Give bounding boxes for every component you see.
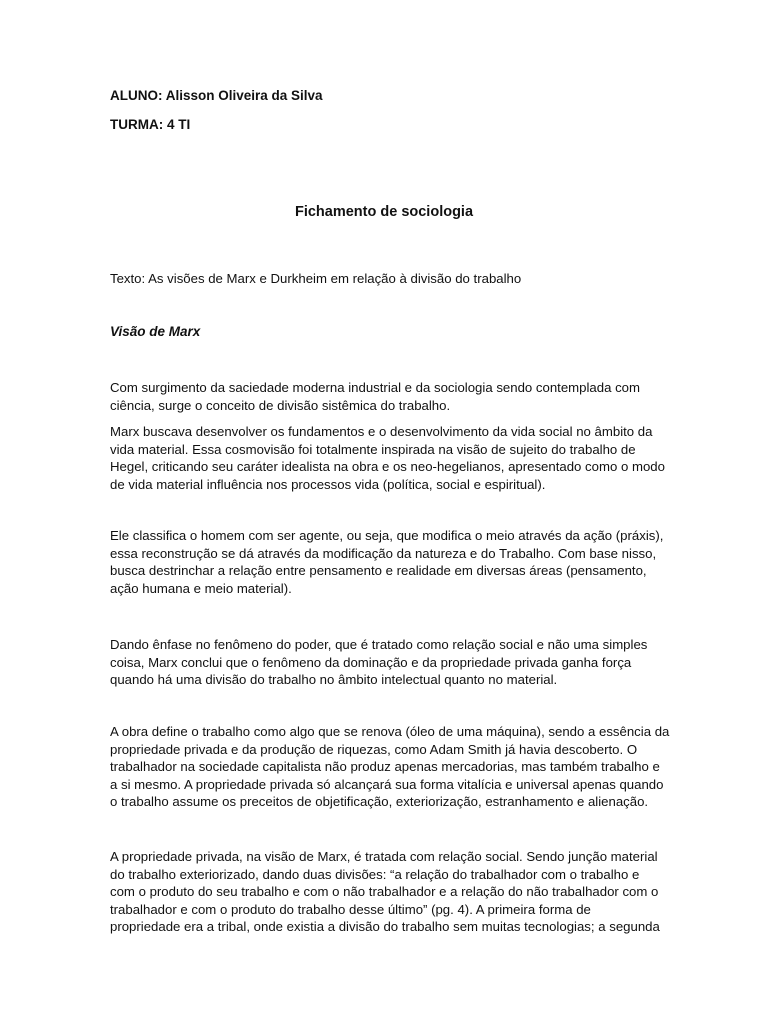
paragraph-line: A propriedade privada, na visão de Marx, é tratada com relação social. Sendo junção material bbox=[110, 849, 658, 864]
paragraph-line: essa reconstrução se dá através da modificação da natureza e do Trabalho. Com base nisso, bbox=[110, 545, 657, 561]
paragraph-line: com o produto do seu trabalho e com o não trabalhador e a relação do não trabalhador com o bbox=[110, 884, 659, 900]
text-reference-line: Texto: As visões de Marx e Durkheim em relação à divisão do trabalho bbox=[110, 271, 522, 286]
paragraph-line: de vida material influência nos processos vida (política, social e espiritual). bbox=[110, 476, 546, 492]
paragraph-line: o trabalho assume os preceitos de objetificação, exteriorização, estranhamento e alienação. bbox=[110, 794, 649, 810]
document-title: Fichamento de sociologia bbox=[294, 204, 474, 220]
paragraph-line: do trabalho exteriorizado, dando duas divisões: “a relação do trabalhador com o trabalho e bbox=[110, 866, 640, 882]
paragraph-line: Marx buscava desenvolver os fundamentos e o desenvolvimento da vida social no âmbito da bbox=[110, 424, 653, 439]
paragraph-line: propriedade era a tribal, onde existia a divisão do trabalho sem muitas tecnologias; a segunda bbox=[110, 919, 660, 935]
paragraph-3 bbox=[110, 527, 670, 597]
paragraph-line: ação humana e meio material). bbox=[110, 580, 292, 596]
class-line: TURMA: 4 TI bbox=[110, 117, 191, 132]
student-name-line: ALUNO: Alisson Oliveira da Silva bbox=[110, 88, 323, 103]
paragraph-line: busca destrinchar a relação entre pensamento e realidade em diversas áreas (pensamento, bbox=[110, 563, 647, 579]
paragraph-line: coisa, Marx conclui que o fenômeno da dominação e da propriedade privada ganha força bbox=[110, 654, 632, 670]
paragraph-4 bbox=[110, 636, 670, 689]
paragraph-6 bbox=[110, 848, 670, 936]
paragraph-line: quando há uma divisão do trabalho no âmbito intelectual quanto no material. bbox=[110, 672, 558, 688]
paragraph-line: Dando ênfase no fenômeno do poder, que é tratado como relação social e não uma simples bbox=[110, 637, 648, 652]
paragraph-line: propriedade privada e da produção de riquezas, como Adam Smith já havia descoberto. O bbox=[110, 741, 638, 757]
paragraph-line: trabalhador na sociedade capitalista não produz apenas mercadorias, mas também trabalho e bbox=[110, 759, 660, 775]
paragraph-line: a si mesmo. A propriedade privada só alcançará sua forma vitalícia e universal apenas quando bbox=[110, 776, 664, 792]
paragraph-line: Com surgimento da saciedade moderna industrial e da sociologia sendo contemplada com bbox=[110, 380, 641, 395]
paragraph-2 bbox=[110, 423, 670, 493]
section-heading: Visão de Marx bbox=[110, 324, 201, 339]
paragraph-line: Hegel, criticando seu caráter idealista na obra e os neo-hegelianos, apresentado como o modo bbox=[110, 459, 665, 475]
paragraph-1 bbox=[110, 379, 670, 414]
paragraph-line: trabalhador e com o produto do trabalho desse último” (pg. 4). A primeira forma de bbox=[110, 901, 591, 917]
paragraph-line: ciência, surge o conceito de divisão sistêmica do trabalho. bbox=[110, 397, 451, 413]
paragraph-line: Ele classifica o homem com ser agente, ou seja, que modifica o meio através da ação (práxis), bbox=[110, 528, 664, 543]
paragraph-line: A obra define o trabalho como algo que se renova (óleo de uma máquina), sendo a essência da bbox=[110, 724, 670, 739]
paragraph-line: vida material. Essa cosmovisão foi totalmente inspirada na visão de sujeito do trabalho de bbox=[110, 441, 636, 457]
paragraph-5 bbox=[110, 723, 670, 811]
